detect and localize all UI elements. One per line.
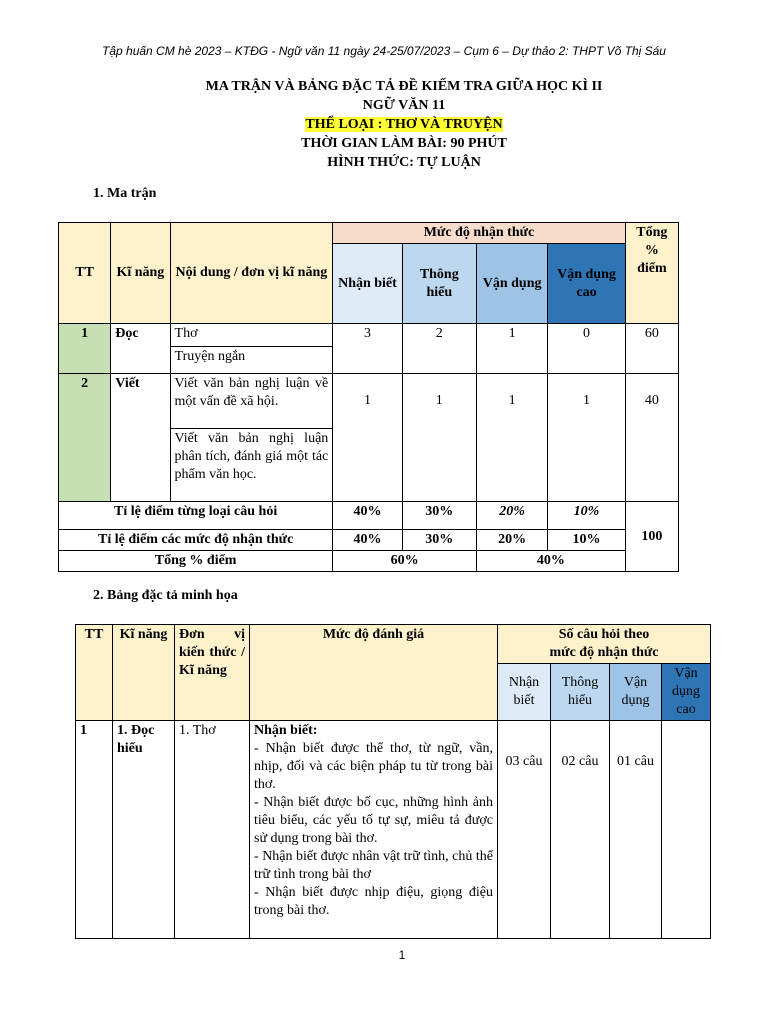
section-heading-matrix: 1. Ma trận — [93, 186, 157, 201]
matrix-header-apply-high: Vận dụng cao — [548, 244, 625, 324]
spec-header-apply: Vận dụng — [610, 664, 662, 721]
question-type-ratio-label: Tỉ lệ điểm từng loại câu hỏi — [59, 502, 333, 530]
question-type-ratio-apply-high: 10% — [548, 502, 625, 530]
spec-header-tt: TT — [76, 625, 113, 721]
matrix-header-tt: TT — [59, 223, 111, 324]
matrix-row1-content-poem: Thơ — [170, 324, 333, 347]
spec-header-question-count — [498, 625, 711, 664]
matrix-row2-content-literary: Viết văn bản nghị luận phân tích, đánh giá một tác phẩm văn học. — [170, 429, 333, 502]
matrix-row1-apply-high: 0 — [548, 324, 625, 374]
spec-header-question-count-line2: mức độ nhận thức — [549, 645, 659, 660]
spec-row1-bullet-3: - Nhận biết được nhân vật trữ tình, chủ thể trữ tình trong bài thơ — [254, 849, 493, 882]
spec-row1-recognize: 03 câu — [498, 721, 551, 939]
page-number: 1 — [398, 948, 406, 962]
page-header: Tập huấn CM hè 2023 – KTĐG - Ngữ văn 11 ngày 24-25/07/2023 – Cụm 6 – Dự thảo 2: THPT Võ Thị Sáu — [102, 44, 666, 58]
spec-header-question-count-line1: Số câu hỏi theo — [558, 627, 650, 642]
matrix-header-recognize: Nhận biết — [333, 244, 402, 324]
matrix-row2-recognize: 1 — [333, 374, 402, 502]
spec-row1-heading: Nhận biết: — [254, 723, 318, 738]
cognitive-level-ratio-apply-high: 10% — [548, 530, 625, 551]
matrix-row1-skill: Đọc — [111, 324, 170, 374]
total-percent-basic: 60% — [333, 551, 477, 572]
matrix-row1-tt: 1 — [59, 324, 111, 374]
cognitive-level-ratio-understand: 30% — [402, 530, 476, 551]
spec-header-understand: Thông hiểu — [551, 664, 610, 721]
spec-header-recognize: Nhận biết — [498, 664, 551, 721]
spec-header-apply-high: Vận dụng cao — [662, 664, 711, 721]
spec-row1-unit: 1. Thơ — [175, 721, 250, 939]
matrix-row1-recognize: 3 — [333, 324, 402, 374]
matrix-header-content: Nội dung / đơn vị kĩ năng — [170, 223, 333, 324]
spec-header-assessment-level: Mức độ đánh giá — [250, 625, 498, 721]
grand-total: 100 — [625, 502, 678, 572]
spec-row1-understand: 02 câu — [551, 721, 610, 939]
matrix-header-cognitive-level: Mức độ nhận thức — [333, 223, 625, 244]
spec-row1-bullet-2: - Nhận biết được bố cục, những hình ảnh tiêu biểu, các yếu tố tự sự, miêu tả được sử dụng trong bài thơ. — [254, 795, 493, 846]
total-percent-label: Tổng % điểm — [59, 551, 333, 572]
matrix-row2-skill: Viết — [111, 374, 170, 502]
spec-row1-apply-high — [662, 721, 711, 939]
matrix-row2-total: 40 — [625, 374, 678, 502]
title-line-4: THỜI GIAN LÀM BÀI: 90 PHÚT — [301, 136, 507, 151]
spec-row1-bullet-1: - Nhận biết được thể thơ, từ ngữ, vần, nhịp, đối và các biện pháp tu từ trong bài thơ. — [254, 741, 493, 792]
matrix-row2-content-social: Viết văn bản nghị luận về một vấn đề xã hội. — [170, 374, 333, 429]
total-percent-advanced: 40% — [476, 551, 625, 572]
title-line-5: HÌNH THỨC: TỰ LUẬN — [327, 155, 481, 170]
spec-row1-tt: 1 — [76, 721, 113, 939]
cognitive-level-ratio-label: Tỉ lệ điểm các mức độ nhận thức — [59, 530, 333, 551]
matrix-row2-understand: 1 — [402, 374, 476, 502]
matrix-header-understand: Thông hiểu — [402, 244, 476, 324]
matrix-row2-tt: 2 — [59, 374, 111, 502]
matrix-row1-understand: 2 — [402, 324, 476, 374]
question-type-ratio-recognize: 40% — [333, 502, 402, 530]
spec-header-unit: Đơn vị kiến thức / Kĩ năng — [175, 625, 250, 721]
title-line-2: NGỮ VĂN 11 — [362, 98, 446, 113]
spec-header-skill: Kĩ năng — [113, 625, 175, 721]
matrix-row2-apply-high: 1 — [548, 374, 625, 502]
cognitive-level-ratio-recognize: 40% — [333, 530, 402, 551]
spec-table — [75, 624, 711, 939]
title-line-1: MA TRẬN VÀ BẢNG ĐẶC TẢ ĐỀ KIẾM TRA GIỮA HỌC KÌ II — [205, 79, 603, 94]
section-heading-spec: 2. Bảng đặc tả minh họa — [93, 588, 238, 603]
question-type-ratio-understand: 30% — [402, 502, 476, 530]
matrix-row1-total: 60 — [625, 324, 678, 374]
matrix-header-skill: Kĩ năng — [111, 223, 170, 324]
matrix-header-total: Tổng % điểm — [625, 223, 678, 324]
title-line-3-highlighted: THỂ LOẠI : THƠ VÀ TRUYỆN — [305, 117, 503, 132]
document-title-block — [0, 77, 768, 172]
spec-row1-bullet-4: - Nhận biết được nhịp điệu, giọng điệu trong bài thơ. — [254, 885, 493, 918]
spec-row1-apply: 01 câu — [610, 721, 662, 939]
cognitive-level-ratio-apply: 20% — [476, 530, 547, 551]
question-type-ratio-apply: 20% — [476, 502, 547, 530]
spec-row1-skill: 1. Đọc hiểu — [113, 721, 175, 939]
matrix-header-apply: Vận dụng — [476, 244, 547, 324]
matrix-table — [58, 222, 679, 572]
matrix-row1-content-story: Truyện ngắn — [170, 347, 333, 374]
matrix-row1-apply: 1 — [476, 324, 547, 374]
spec-row1-assessment — [250, 721, 498, 939]
matrix-row2-apply: 1 — [476, 374, 547, 502]
